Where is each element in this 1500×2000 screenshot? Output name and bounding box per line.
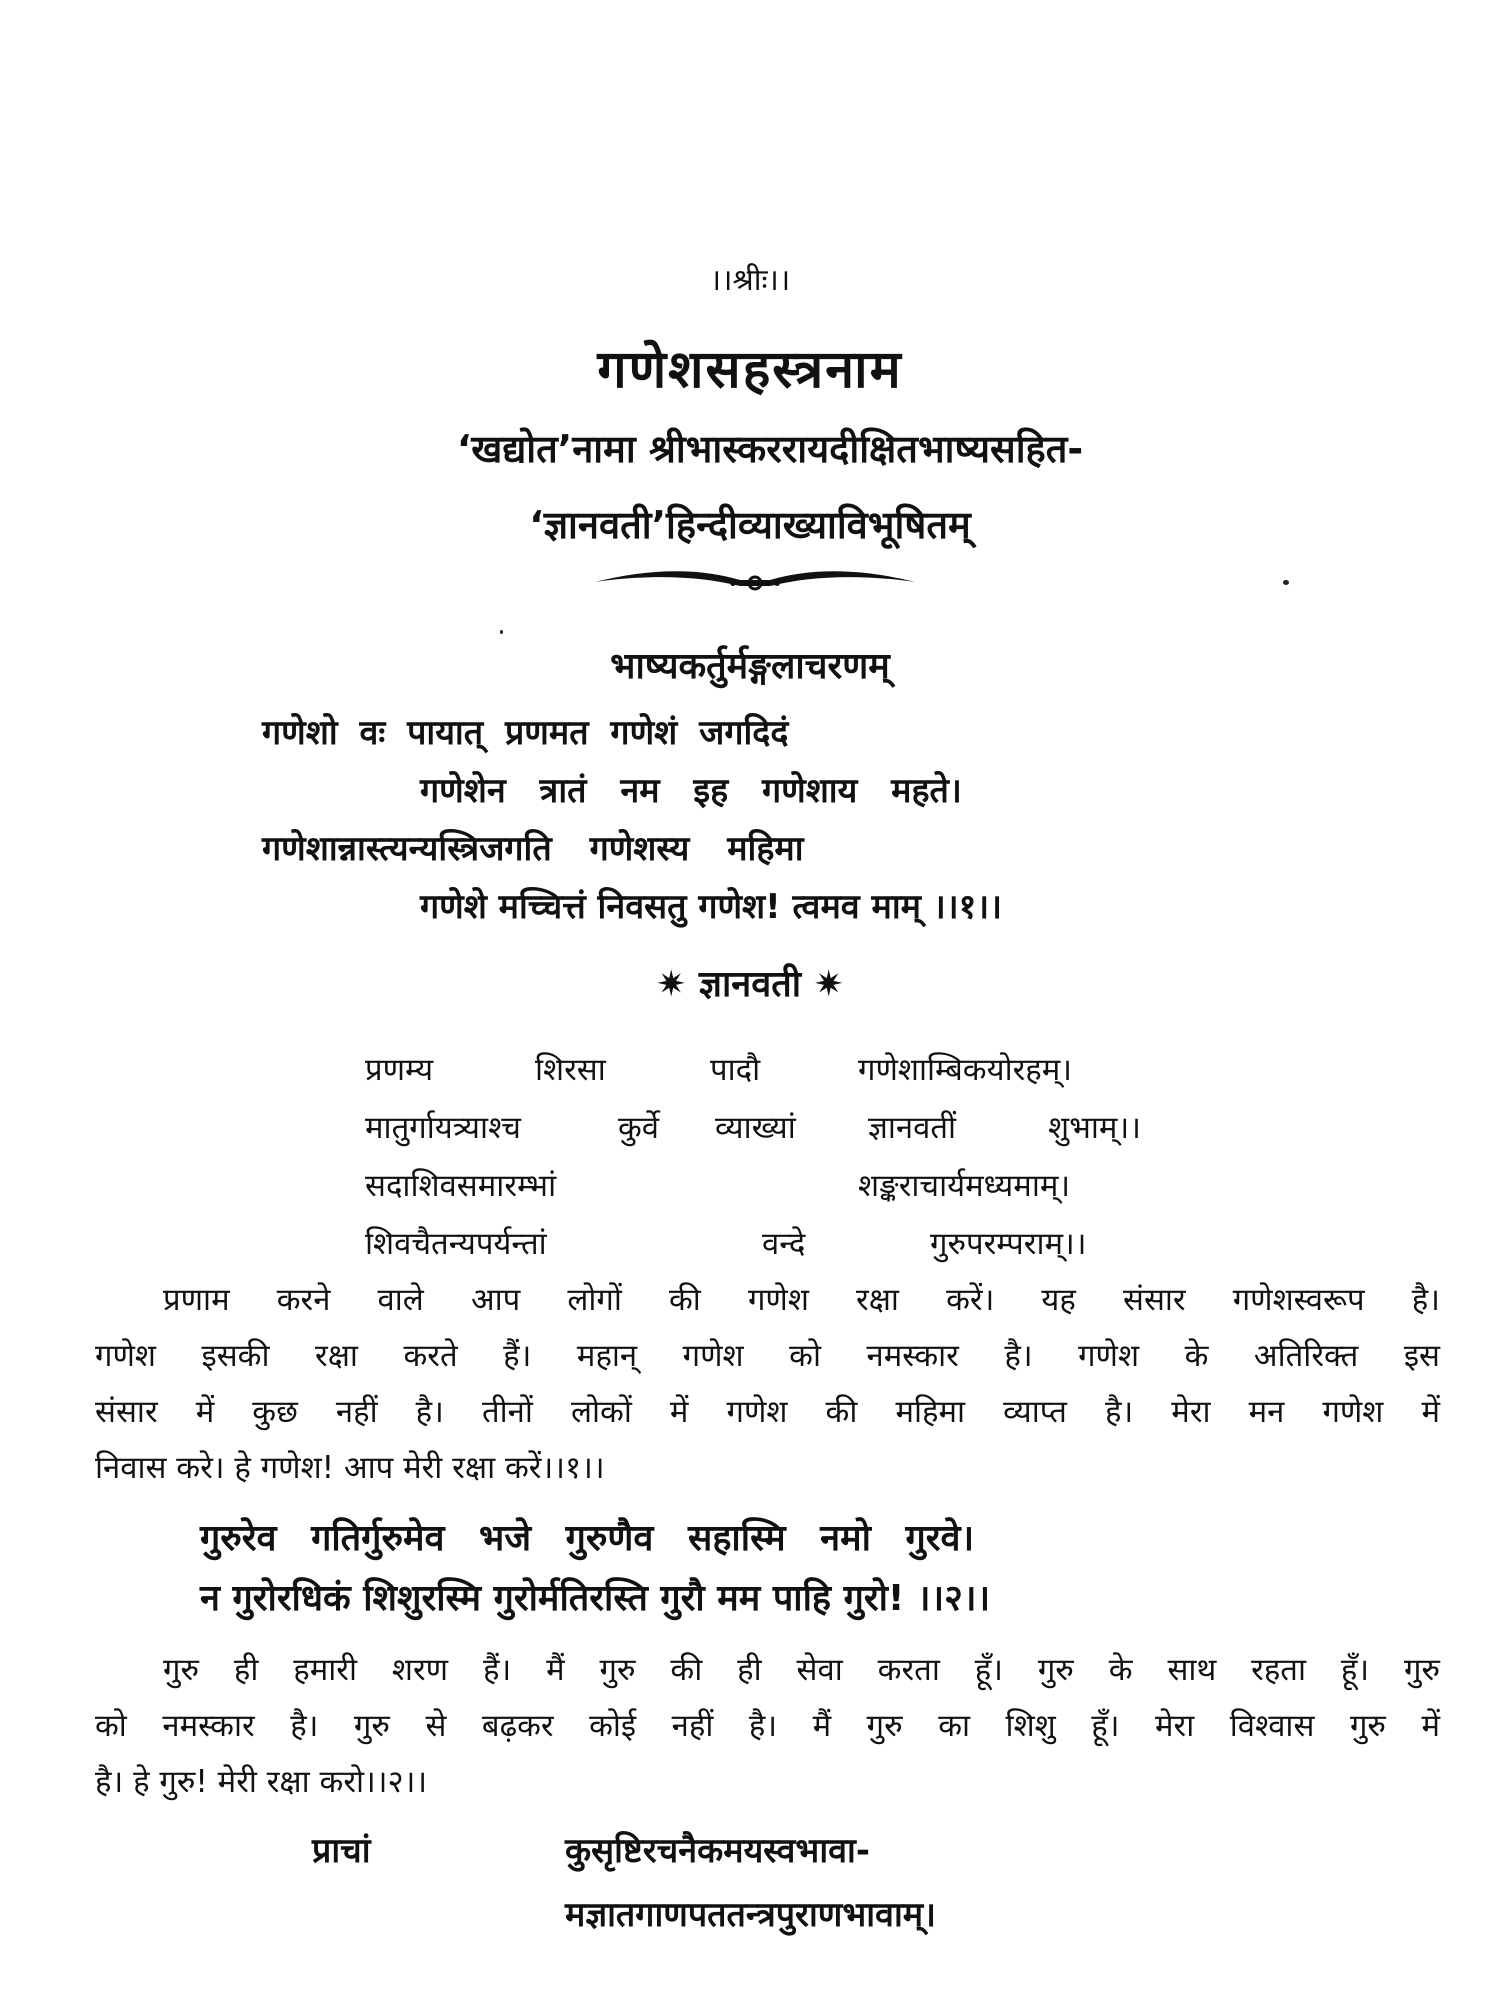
page-title: गणेशसहस्त्रनाम <box>597 340 903 400</box>
verse-word: प्रणम्य <box>365 1052 434 1088</box>
verse-word: शङ्कराचार्यमध्यमाम्। <box>858 1168 1071 1204</box>
jnanavati-label: ज्ञानवती <box>698 964 802 1005</box>
verse-line-guru-2: न गुरोरधिकं शिशुरस्मि गुरोर्मतिरस्ति गुरौ मम पाहि गुरो! ।।२।। <box>200 1578 991 1619</box>
verse-line-final-1: कुसृष्टिरचनैकमयस्वभावा- <box>565 1831 870 1871</box>
verse-word: ज्ञानवतीं <box>868 1110 957 1146</box>
verse-line-guru-1: गुरुरेव गतिर्गुरुमेव भजे गुरुणैव सहास्मि नमो गुरवे। <box>200 1518 975 1559</box>
prose-line: गुरु ही हमारी शरण हैं। मैं गुरु की ही सेवा करता हूँ। गुरु के साथ रहता हूँ। गुरु <box>163 1652 1440 1688</box>
prose-line: निवास करे। हे गणेश! आप मेरी रक्षा करें।।१।। <box>95 1450 605 1486</box>
verse-word: वन्दे <box>762 1226 806 1262</box>
star-icon: ✷ <box>813 964 844 1005</box>
section-heading-mangalacharana: भाष्यकर्तुर्मङ्गलाचरणम् <box>610 646 890 687</box>
shri-invocation: ।।श्रीः।। <box>709 263 791 298</box>
verse-word: गुरुपरम्पराम्।। <box>930 1226 1087 1262</box>
verse-word: पादौ <box>710 1052 761 1088</box>
verse-word: मातुर्गायत्र्याश्च <box>365 1110 521 1146</box>
prose-line: है। हे गुरु! मेरी रक्षा करो।।२।। <box>95 1764 428 1800</box>
prose-line: गणेश इसकी रक्षा करते हैं। महान् गणेश को नमस्कार है। गणेश के अतिरिक्त इस <box>95 1338 1440 1374</box>
prose-line: प्रणाम करने वाले आप लोगों की गणेश रक्षा करें। यह संसार गणेशस्वरूप है। <box>163 1282 1440 1318</box>
verse-word-prachaam: प्राचां <box>312 1831 371 1871</box>
verse-word: कुर्वे <box>618 1110 660 1146</box>
verse-word: व्याख्यां <box>715 1110 796 1146</box>
verse-word: गणेशाम्बिकयोरहम्। <box>858 1052 1073 1088</box>
verse-word: सदाशिवसमारम्भां <box>365 1168 557 1204</box>
verse-line-4: गणेशे मच्चित्तं निवसतु गणेश! त्वमव माम् ।।१।। <box>420 887 1003 927</box>
prose-line: को नमस्कार है। गुरु से बढ़कर कोई नहीं है। मैं गुरु का शिशु हूँ। मेरा विश्वास गुरु में <box>95 1708 1440 1744</box>
verse-line-1: गणेशो वः पायात् प्रणमत गणेशं जगदिदं <box>262 713 789 753</box>
prose-line: संसार में कुछ नहीं है। तीनों लोकों में गणेश की महिमा व्याप्त है। मेरा मन गणेश में <box>95 1394 1440 1430</box>
verse-word: शिरसा <box>535 1052 606 1088</box>
verse-line-final-2: मज्ञातगाणपततन्त्रपुराणभावाम्। <box>565 1895 936 1935</box>
verse-word: शिवचैतन्यपर्यन्तां <box>365 1226 547 1262</box>
subtitle-line-2: ‘ज्ञानवती’हिन्दीव्याख्याविभूषितम् <box>529 503 971 547</box>
verse-line-2: गणेशेन त्रातं नम इह गणेशाय महते। <box>420 771 962 811</box>
star-icon: ✷ <box>656 964 687 1005</box>
verse-line-3: गणेशान्नास्त्यन्यस्त्रिजगति गणेशस्य महिमा <box>262 829 804 869</box>
subtitle-line-1: ‘खद्योत’नामा श्रीभास्कररायदीक्षितभाष्यसहित- <box>456 427 1084 471</box>
verse-word: शुभाम्।। <box>1048 1110 1141 1146</box>
